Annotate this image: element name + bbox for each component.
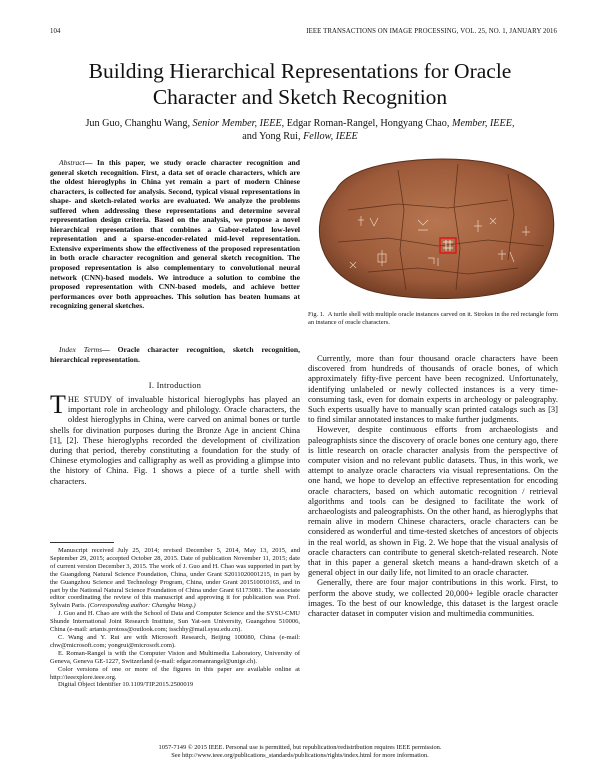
shell-body xyxy=(319,159,553,299)
author-names-3: and Yong Rui, xyxy=(242,131,304,142)
footnote-affiliation-3: E. Roman-Rangel is with the Computer Vision and Multimedia Laboratory, University of Geneva, Geneva GE-1227, Switzerland (e-mail: edgar.romanrangel@unige.ch). xyxy=(50,649,300,665)
page-number: 104 xyxy=(50,28,61,35)
turtle-shell-image xyxy=(308,150,558,302)
author-list xyxy=(0,117,600,143)
author-grade-2: Member, IEEE, xyxy=(452,118,515,129)
footnotes xyxy=(50,547,300,689)
copyright-notice xyxy=(0,744,600,760)
index-terms xyxy=(50,345,300,364)
intro-text: of invaluable historical hieroglyphs has played an important role in archeology and philology. Oracle characters, the oldest hieroglyphs in China, were carved on animal bones or turtle shells for divination purposes during the Bronze Age in ancient China [1], [2]. These hieroglyphs recorded the development of civilization during that period, thereby constituting a foundation for the study of Chinese etymologies and calligraphy as well as providing a glimpse into the history of China. Fig. 1 shows a piece of a turtle shell with characters. xyxy=(50,394,300,486)
paper-title xyxy=(0,58,600,110)
footnote-manuscript: Manuscript received July 25, 2014; revised December 5, 2014, May 13, 2015, and September 29, 2015; accepted October 28, 2015. Date of publication November 11, 2015; date of current version December 3, 2015. The work of J. Guo and H. Chao was supported in part by the Guangdong Natural Science Foundation, China, under Grant S2011020001215, in part by the Guangzhou Science and Technology Program, China, under Grant 201510010165, and in part by the National Natural Science Foundation of China under Grant 61173081. The associate editor coordinating the review of this manuscript and approving it for publication was Prof. Sylvain Paris. (Corresponding author: Changhu Wang.) xyxy=(50,547,300,610)
index-terms-label: Index Terms xyxy=(59,345,103,354)
footnote-rule xyxy=(50,542,114,543)
section-heading-introduction: I. Introduction xyxy=(148,381,202,390)
intro-lead-smallcaps: HE STUDY xyxy=(67,394,112,404)
abstract-text: — In this paper, we study oracle character recognition and general sketch recognition. First, a data set of oracle characters, which are the oldest hieroglyphs in China yet remain a part of modern Chinese characters, is collected for analysis. Second, typical visual representations in shape- and sketch-related works are evaluated. We analyze the problems suffered when addressing these representations and determine several representation design criteria. Based on the analysis, we propose a novel hierarchical representation that combines a Gabor-related low-level representation and a sparse-encoder-related mid-level representation. Extensive experiments show the effectiveness of the proposed representation in both oracle character recognition and general sketch recognition. The proposed representation is also complementary to convolutional neural network (CNN)-based models. We introduce a solution to combine the proposed representation with CNN-based models, and achieve better performances over both approaches. This solution has beaten humans at recognizing general sketches. xyxy=(50,158,300,311)
author-grade-3: Fellow, IEEE xyxy=(303,131,358,142)
author-names-1: Jun Guo, Changhu Wang, xyxy=(85,118,193,129)
paragraph-current-state: Currently, more than four thousand oracle characters have been discovered from hundreds of thousands of oracle bones, of which approximately fifty-five percent have been recognized. Unfortunately, identifying unlabeled or newly collected instances is a very time-consuming task, even for domain experts in archeology or paleography. Such experts usually have to manually scan printed catalogs such as [3] to find similar annotated instances to make further judgments. xyxy=(308,353,558,425)
author-names-2: , Edgar Roman-Rangel, Hongyang Chao, xyxy=(281,118,452,129)
title-line-1: Building Hierarchical Representations for Oracle xyxy=(88,59,512,83)
author-grade-1: Senior Member, IEEE xyxy=(192,118,282,129)
footnote-corresponding-author: (Corresponding author: Changhu Wang.) xyxy=(87,602,196,610)
intro-paragraph xyxy=(50,390,300,486)
footnote-doi: Digital Object Identifier 10.1109/TIP.2015.2500019 xyxy=(58,681,194,689)
footnote-affiliation-1: J. Guo and H. Chao are with the School of Data and Computer Science and the SYSU-CMU Shunde International Joint Research Institute, Sun Yat-sen University, Guangzhou 510006, China (e-mail: artanis.protoss@outlook.com; isschhy@mail.sysu.edu.cn). xyxy=(50,610,300,634)
abstract-label: Abstract xyxy=(59,158,85,167)
journal-header: IEEE TRANSACTIONS ON IMAGE PROCESSING, VOL. 25, NO. 1, JANUARY 2016 xyxy=(306,28,557,35)
drop-cap: T xyxy=(50,390,66,419)
paragraph-contributions: Generally, there are four major contributions in this work. First, to perform the above study, we collected 20,000+ legible oracle character images. To the best of our knowledge, this dataset is the largest oracle character dataset in computer vision and multimedia communities. xyxy=(308,577,558,619)
figure-caption-label: Fig. 1. xyxy=(308,311,325,318)
right-column-text xyxy=(308,353,558,618)
paragraph-research-gap: However, despite continuous efforts from archaeologists and paleographists since the discovery of oracle bones one century ago, there is little research on oracle character analysis from the perspective of computer vision and no relevant public datasets. Thus, in this work, we attempt to analyze oracle characters via visual representations. On the one hand, we hope to develop an effective representation for encoding oracle characters, based on which automatic recognition / retrieval algorithms and tools can be designed to facilitate the work of archaeologists and paleographists. On the other hand, as hieroglyphs that remain alive in modern Chinese characters, oracle characters can be considered as wonderful and time-tested sketches of ancestors of objects in the real world, as shown in Fig. 2. We hope that the visual analysis of oracle characters can contribute to general sketch-related research. Note that in this paper a general sketch means a hand-drawn sketch of a general object in our daily life, not limited to an oracle character. xyxy=(308,424,558,578)
title-line-2: Character and Sketch Recognition xyxy=(152,85,448,109)
copyright-line-2: See http://www.ieee.org/publications_standards/publications/rights/index.html for more information. xyxy=(171,752,429,759)
index-terms-text: — Oracle character recognition, sketch recognition, hierarchical representation. xyxy=(50,345,300,364)
footnote-color-versions: Color versions of one or more of the figures in this paper are available online at http://ieeexplore.ieee.org. xyxy=(50,665,300,681)
figure-caption-text: A turtle shell with multiple oracle instances carved on it. Strokes in the red rectangle form an instance of oracle characters. xyxy=(308,311,558,326)
figure-turtle-shell xyxy=(308,150,558,302)
abstract xyxy=(50,158,300,311)
footnote-affiliation-2: C. Wang and Y. Rui are with Microsoft Research, Beijing 100080, China (e-mail: chw@microsoft.com; yongrui@microsoft.com). xyxy=(50,633,300,649)
copyright-line-1: 1057-7149 © 2015 IEEE. Personal use is permitted, but republication/redistribution requires IEEE permission. xyxy=(158,744,442,751)
figure-caption xyxy=(308,311,558,327)
